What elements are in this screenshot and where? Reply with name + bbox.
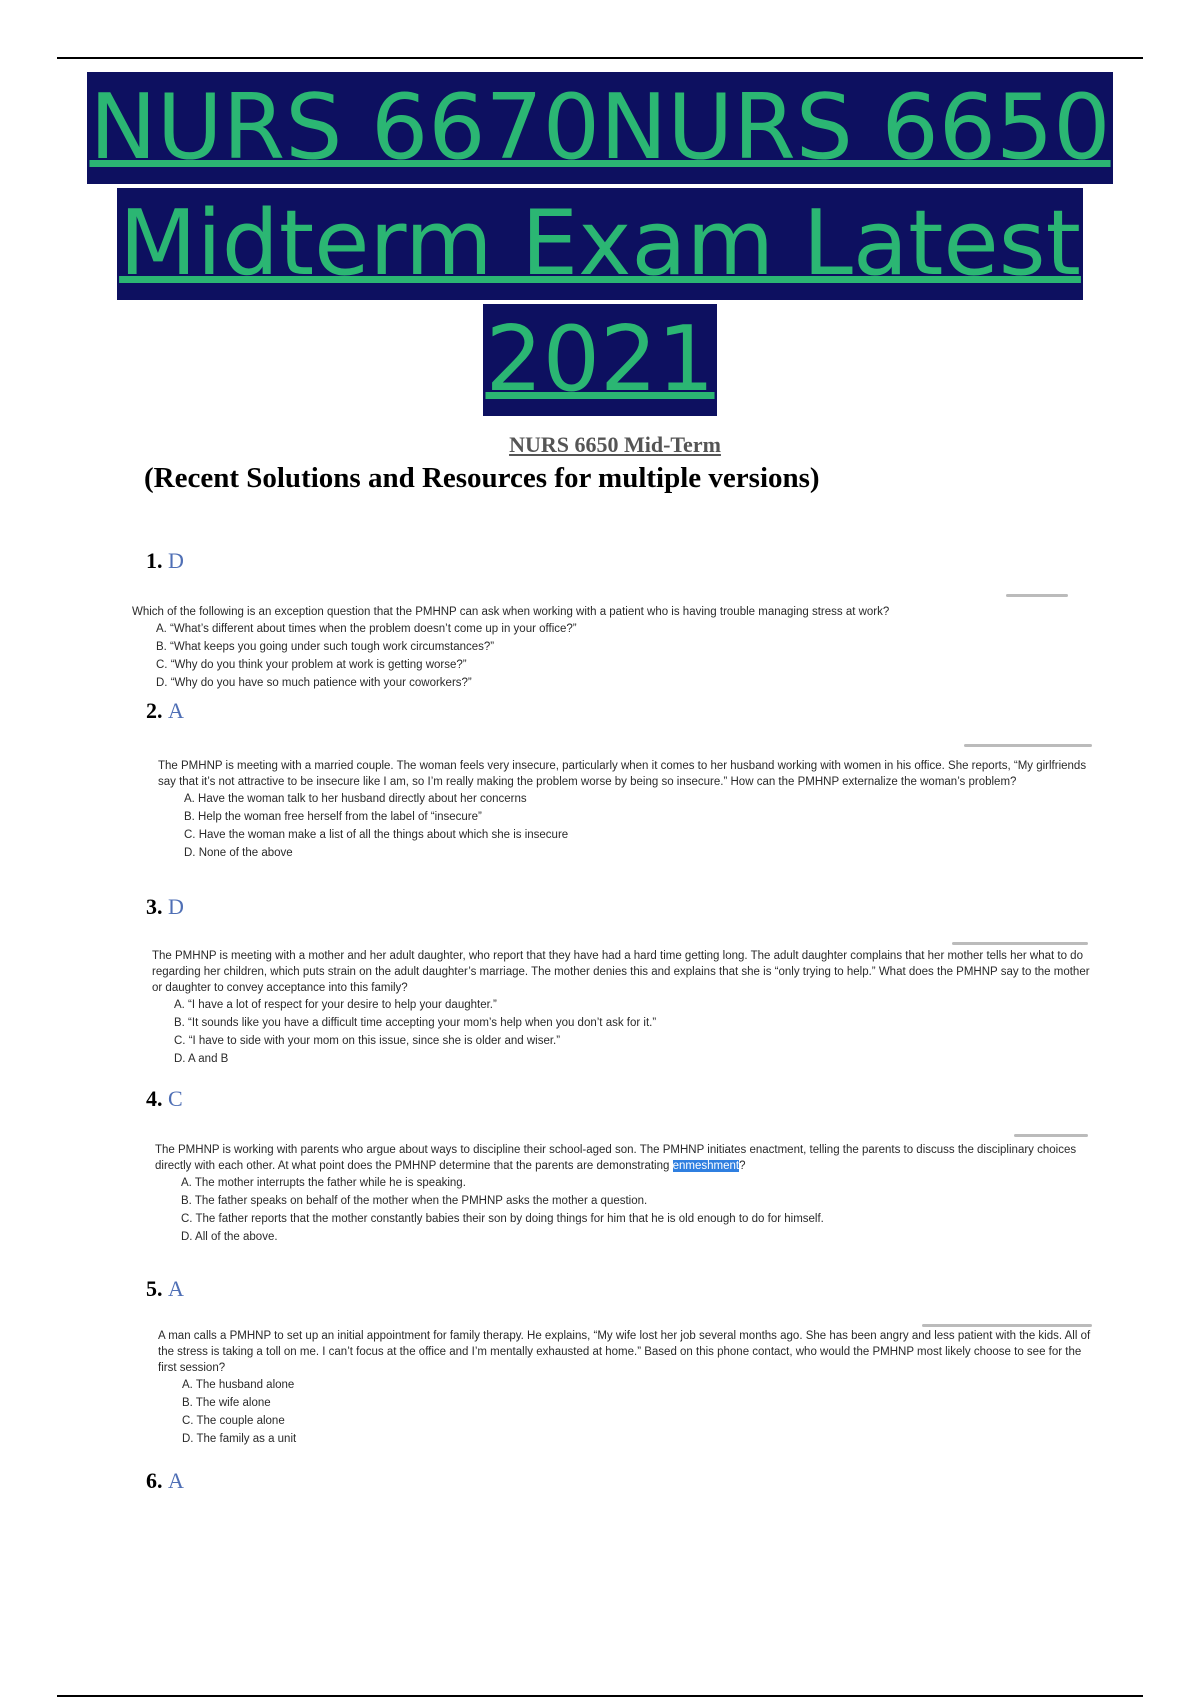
answer-letter: A	[168, 1468, 184, 1493]
option: B. “It sounds like you have a difficult time accepting your mom’s help when you don’t ask for it.”	[174, 1017, 657, 1029]
selected-word: enmeshment	[672, 1160, 740, 1172]
option: A. “I have a lot of respect for your desire to help your daughter.”	[174, 999, 497, 1011]
question-number	[146, 1086, 183, 1112]
option: A. Have the woman talk to her husband directly about her concerns	[184, 793, 527, 805]
option: C. “I have to side with your mom on this issue, since she is older and wiser.”	[174, 1035, 561, 1047]
question-stem: The PMHNP is meeting with a married couple. The woman feels very insecure, particularly when it comes to her husband working with women in his office. She reports, “My girlfriends say that it’s not attractive to be insecure like I am, so I’m really making the problem worse by being so insecure.” How can the PMHNP externalize the woman’s problem?	[158, 760, 1087, 788]
screenshot-edge	[922, 1324, 1092, 1327]
option: B. Help the woman free herself from the label of “insecure”	[184, 811, 482, 823]
question-image	[155, 1142, 1090, 1246]
screenshot-edge	[1006, 594, 1068, 597]
option: B. The father speaks on behalf of the mother when the PMHNP asks the mother a question.	[181, 1195, 648, 1207]
bottom-rule	[57, 1695, 1143, 1697]
answer-letter: A	[168, 1276, 184, 1301]
question-stem: A man calls a PMHNP to set up an initial appointment for family therapy. He explains, “My wife lost her job several months ago. She has been angry and less patient with the kids. All of the stress is taking a toll on me. I can’t focus at the office and I’m mentally exhausted at home.” Based on this phone contact, who would the PMHNP most likely choose to see for the first session?	[158, 1330, 1091, 1374]
option: C. The couple alone	[182, 1415, 285, 1427]
question-number-label: 4.	[146, 1086, 163, 1111]
question-number-label: 1.	[146, 548, 163, 573]
option: A. “What’s different about times when the problem doesn’t come up in your office?”	[156, 623, 577, 635]
screenshot-edge	[964, 744, 1092, 747]
question-number	[146, 698, 184, 724]
question-number-label: 2.	[146, 698, 163, 723]
question-stem: Which of the following is an exception question that the PMHNP can ask when working with a patient who is having trouble managing stress at work?	[132, 606, 890, 618]
answer-letter: A	[168, 698, 184, 723]
option: A. The husband alone	[182, 1379, 295, 1391]
option: C. The father reports that the mother constantly babies their son by doing things for him that he is old enough to do for himself.	[181, 1213, 824, 1225]
answer-letter: C	[168, 1086, 183, 1111]
question-image	[158, 758, 1093, 862]
option: D. The family as a unit	[182, 1433, 297, 1445]
question-stem-text: The PMHNP is working with parents who argue about ways to discipline their school-aged son. The PMHNP initiates enactment, telling the parents to discuss the disciplinary choices directly with each other. At what point does the PMHNP determine that the parents are demonstrating	[155, 1144, 1077, 1172]
option: D. All of the above.	[181, 1231, 278, 1243]
screenshot-edge	[952, 942, 1088, 945]
question-stem-end: ?	[739, 1160, 746, 1172]
option: D. A and B	[174, 1053, 229, 1065]
top-rule	[57, 57, 1143, 59]
title-line-2: Midterm Exam Latest	[117, 188, 1083, 300]
answer-letter: D	[168, 894, 184, 919]
option: B. The wife alone	[182, 1397, 271, 1409]
answer-letter: D	[168, 548, 184, 573]
title-banner	[0, 72, 1200, 420]
question-number-label: 6.	[146, 1468, 163, 1493]
option: D. None of the above	[184, 847, 293, 859]
subtitle: NURS 6650 Mid-Term	[509, 432, 721, 457]
question-number-label: 3.	[146, 894, 163, 919]
question-image	[152, 948, 1090, 1068]
option: C. “Why do you think your problem at work is getting worse?”	[156, 659, 467, 671]
question-stem: The PMHNP is meeting with a mother and her adult daughter, who report that they have had a hard time getting long. The adult daughter complains that her mother tells her what to do regarding her children, which puts strain on the adult daughter’s marriage. The mother denies this and explains that she is “only trying to help.” What does the PMHNP say to the mother or daughter to convey acceptance into this family?	[152, 950, 1090, 994]
question-image	[132, 604, 1062, 692]
title-line-3: 2021	[483, 304, 716, 416]
title-line-1: NURS 6670NURS 6650	[87, 72, 1112, 184]
option: B. “What keeps you going under such tough work circumstances?”	[156, 641, 495, 653]
question-number	[146, 1468, 184, 1494]
question-number	[146, 894, 184, 920]
page-heading: (Recent Solutions and Resources for multiple versions)	[144, 462, 820, 494]
question-number	[146, 548, 184, 574]
question-number-label: 5.	[146, 1276, 163, 1301]
option: A. The mother interrupts the father while he is speaking.	[181, 1177, 466, 1189]
question-stem	[155, 1142, 1090, 1174]
screenshot-edge	[1014, 1134, 1088, 1137]
question-image	[158, 1328, 1093, 1448]
question-number	[146, 1276, 184, 1302]
option: D. “Why do you have so much patience with your coworkers?”	[156, 677, 472, 689]
option: C. Have the woman make a list of all the things about which she is insecure	[184, 829, 569, 841]
